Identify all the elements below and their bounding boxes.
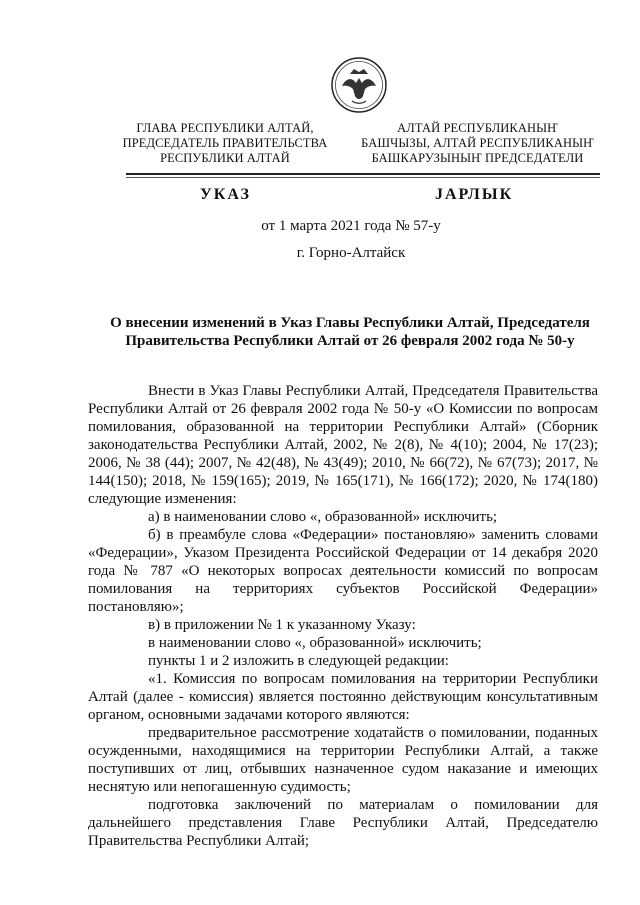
body-paragraph: пункты 1 и 2 изложить в следующей редакции: xyxy=(148,653,449,669)
title-line: О внесении изменений в Указ Главы Республики Алтай, Председателя xyxy=(110,315,590,331)
body-paragraph: б) в преамбуле слова «Федерации» постановляю» заменить словами «Федерации», Указом Президента Российской Федерации от 14 декабря 2020 года № 787 «О некоторых вопросах деятельности комиссий по вопросам помилования на территориях субъектов Российской Федерации» постановляю»; xyxy=(88,527,598,615)
header-left-line: ГЛАВА РЕСПУБЛИКИ АЛТАЙ, xyxy=(136,121,314,135)
header-divider-thin xyxy=(126,177,600,178)
body-paragraph: «1. Комиссия по вопросам помилования на территории Республики Алтай (далее - комиссия) является постоянно действующим консультативным органом, основными задачами которого являются: xyxy=(88,671,598,723)
header-right-block xyxy=(345,121,610,166)
header-left-line: РЕСПУБЛИКИ АЛТАЙ xyxy=(160,151,290,165)
body-paragraph: предварительное рассмотрение ходатайств о помиловании, поданных осужденными, находящимися на территории Республики Алтай, а также поступивших от лиц, отбывших назначенное судом наказание и имеющих неснятую или непогашенную судимость; xyxy=(88,725,598,795)
doc-type-russian: УКАЗ xyxy=(200,186,251,203)
body-paragraph: в) в приложении № 1 к указанному Указу: xyxy=(148,617,416,633)
body-paragraph: подготовка заключений по материалам о помиловании для дальнейшего представления Главе Республики Алтай, Председателю Правительства Республики Алтай; xyxy=(88,797,598,849)
coat-of-arms-icon xyxy=(330,56,388,114)
document-title xyxy=(100,314,600,350)
title-line: Правительства Республики Алтай от 26 февраля 2002 года № 50-у xyxy=(125,333,575,349)
body-paragraph: а) в наименовании слово «, образованной» исключить; xyxy=(148,509,498,525)
header-left-line: ПРЕДСЕДАТЕЛЬ ПРАВИТЕЛЬСТВА xyxy=(122,136,328,150)
header-right-line: АЛТАЙ РЕСПУБЛИКАНЫҤ xyxy=(397,121,558,135)
body-paragraph: Внести в Указ Главы Республики Алтай, Председателя Правительства Республики Алтай от 26 февраля 2002 года № 50-у «О Комиссии по вопросам помилования, образованной на территории Республики Алтай» (Сборник законодательства Республики Алтай, 2002, № 2(8), № 4(10); 2004, № 17(23); 2006, № 38 (44); 2007, № 42(48), № 43(49); 2010, № 66(72), № 67(73); 2017, № 144(150); 2018, № 159(165); 2019, № 165(171), № 166(172); 2020, № 174(180) следующие изменения: xyxy=(88,383,598,507)
document-body xyxy=(88,382,598,850)
header-right-line: БАШЧЫЗЫ, АЛТАЙ РЕСПУБЛИКАНЫҤ xyxy=(361,136,594,150)
document-city: г. Горно-Алтайск xyxy=(296,245,406,261)
doc-type-altai: ЈАРЛЫК xyxy=(435,186,514,203)
header-left-block xyxy=(100,121,350,166)
header-divider-thick xyxy=(126,173,600,175)
body-paragraph: в наименовании слово «, образованной» исключить; xyxy=(148,635,482,651)
document-date-number: от 1 марта 2021 года № 57-у xyxy=(261,218,441,234)
header-right-line: БАШКАРУЗЫНЫҤ ПРЕДСЕДАТЕЛИ xyxy=(371,151,584,165)
